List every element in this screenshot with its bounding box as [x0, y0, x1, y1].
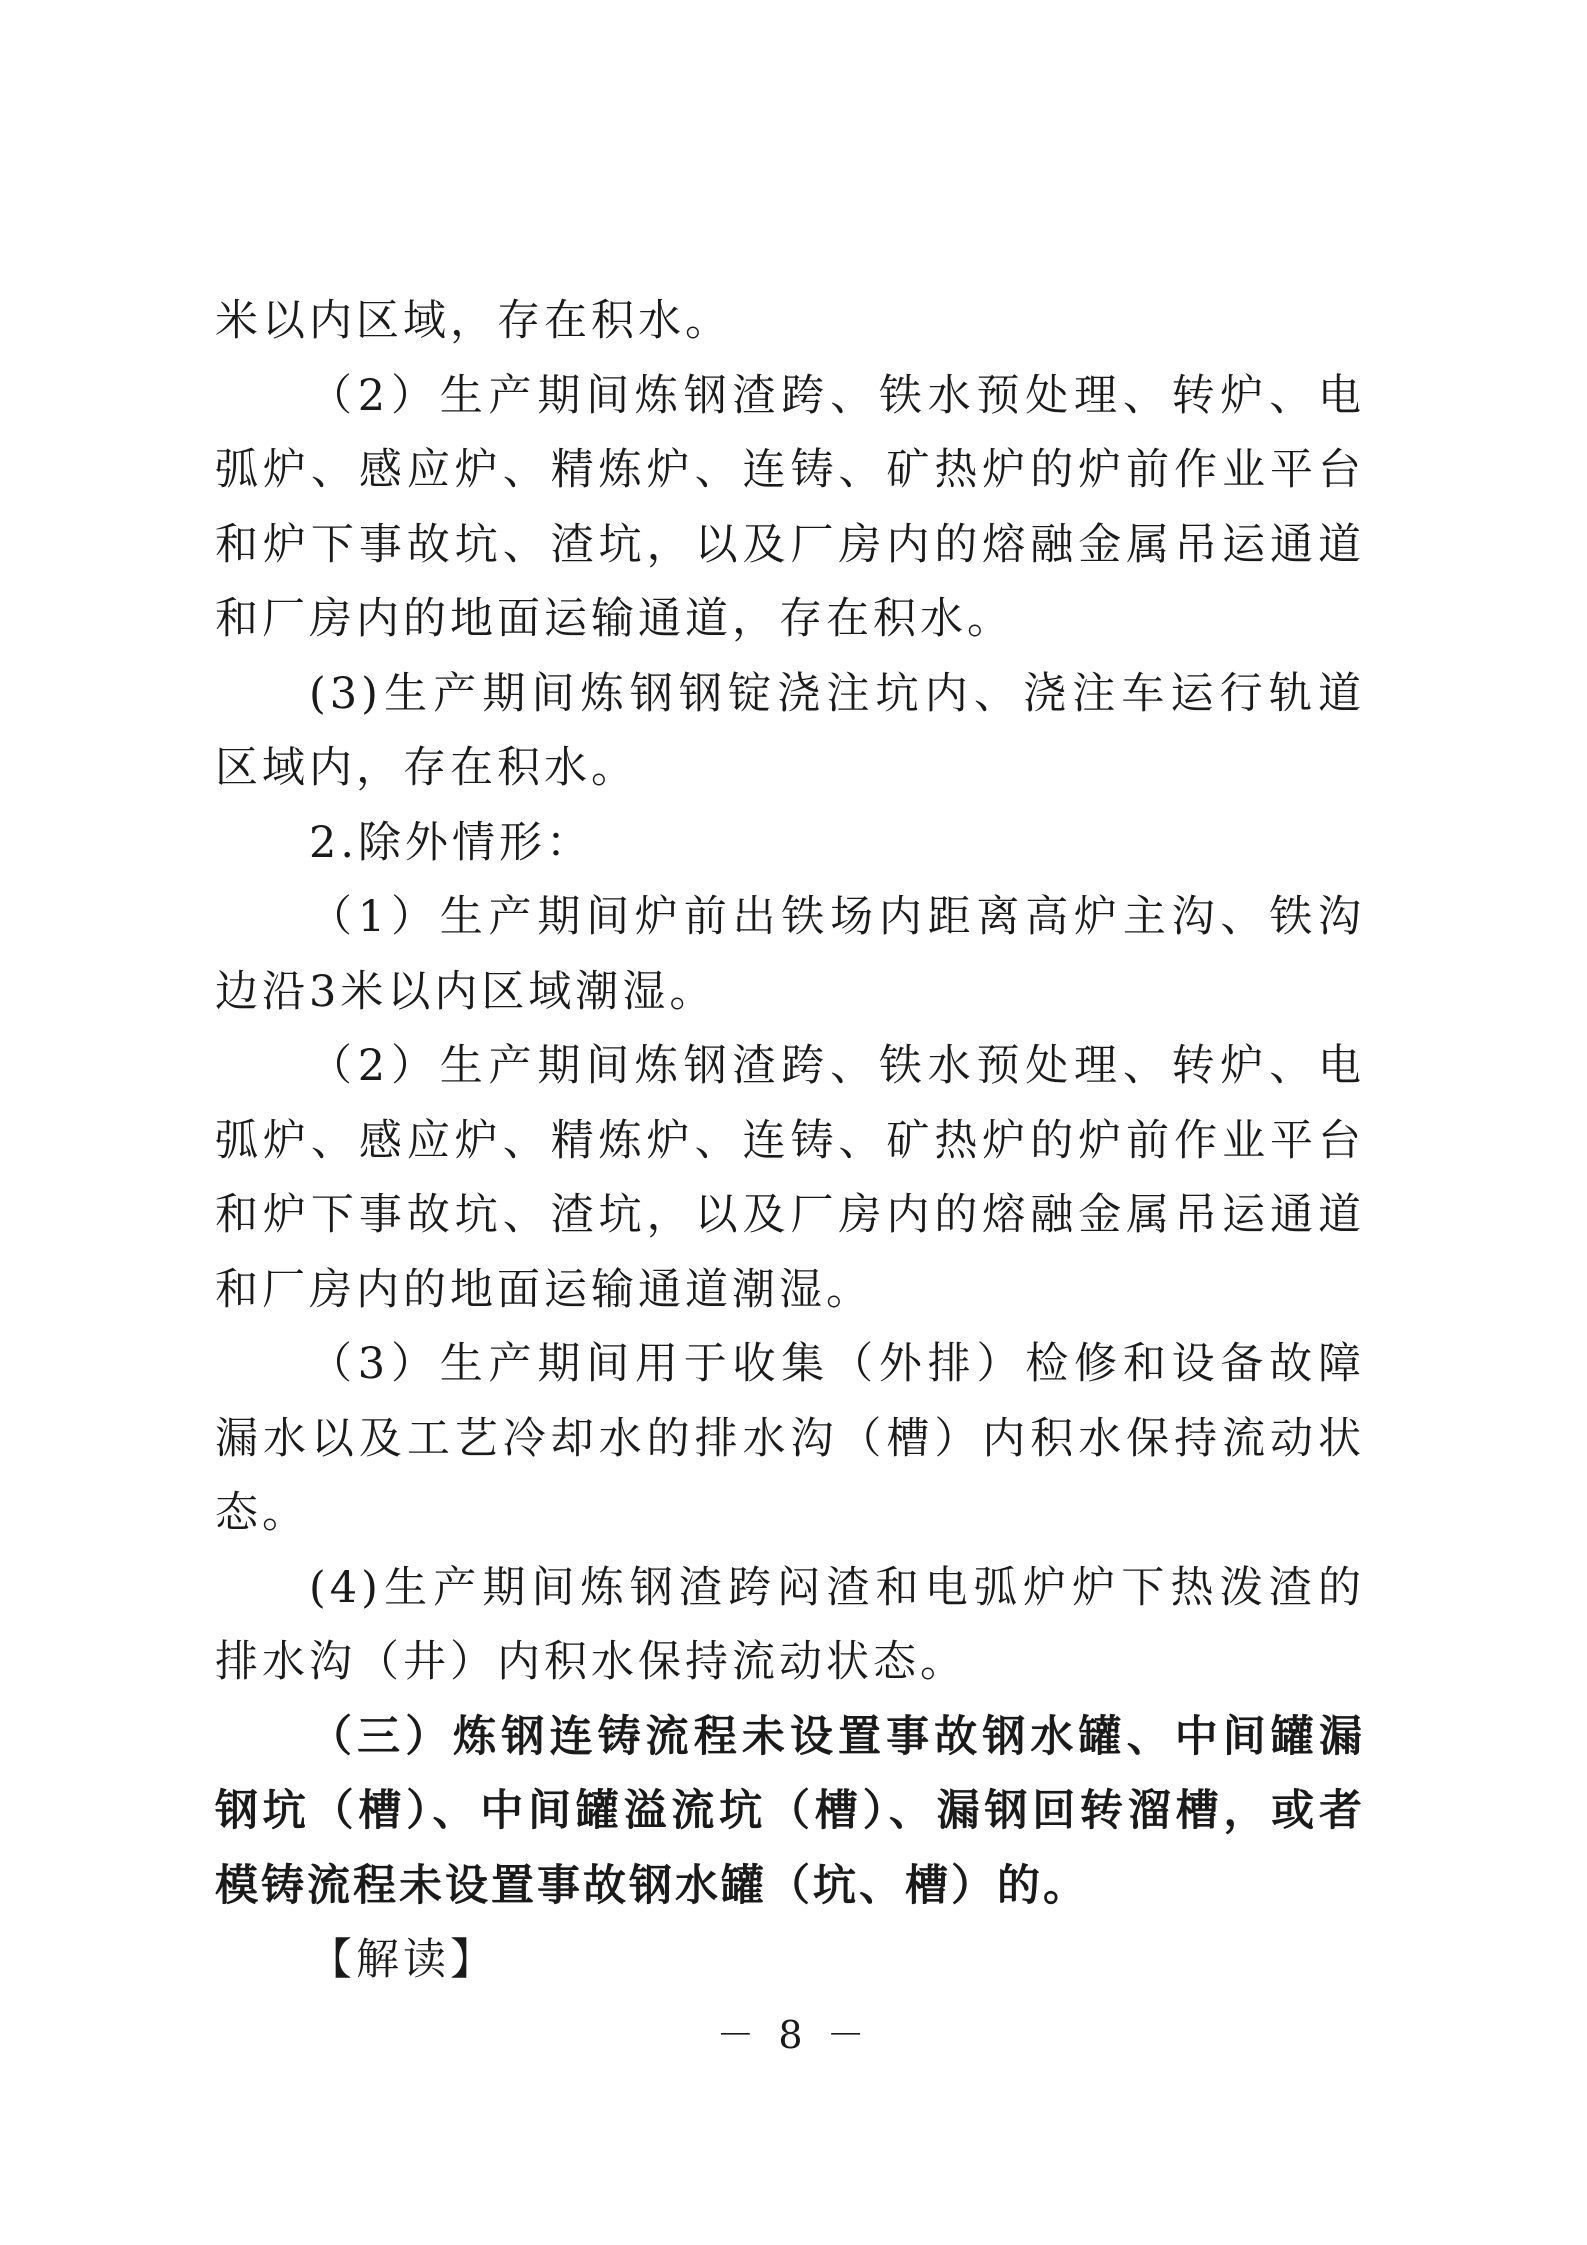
- interpretation-heading: 【解读】: [309, 1935, 497, 1985]
- document-body: [215, 284, 1365, 1998]
- paragraph-item-2: （2）生产期间炼钢渣跨、铁水预处理、转炉、电弧炉、感应炉、精炼炉、连铸、矿热炉的炉前作业平台和炉下事故坑、渣坑，以及厂房内的熔融金属吊运通道和厂房内的地面运输通道，存在积水。: [215, 370, 1365, 644]
- paragraph-exception-1: （1）生产期间炉前出铁场内距离高炉主沟、铁沟边沿3米以内区域潮湿。: [215, 892, 1365, 1017]
- paragraph-continuation: 米以内区域，存在积水。: [215, 296, 732, 346]
- paragraph-exception-4: (4)生产期间炼钢渣跨闷渣和电弧炉炉下热泼渣的排水沟（井）内积水保持流动状态。: [215, 1562, 1365, 1687]
- section-heading-exceptions: 2.除外情形：: [309, 817, 594, 868]
- paragraph-item-3: (3)生产期间炼钢钢锭浇注坑内、浇注车运行轨道区域内，存在积水。: [215, 668, 1365, 793]
- section-heading-three: （三）炼钢连铸流程未设置事故钢水罐、中间罐漏钢坑（槽）、中间罐溢流坑（槽）、漏钢回转溜槽，或者模铸流程未设置事故钢水罐（坑、槽）的。: [215, 1711, 1365, 1911]
- page-number: － 8 －: [716, 2013, 871, 2057]
- paragraph-exception-3: （3）生产期间用于收集（外排）检修和设备故障漏水以及工艺冷却水的排水沟（槽）内积水保持流动状态。: [215, 1339, 1365, 1538]
- paragraph-exception-2: （2）生产期间炼钢渣跨、铁水预处理、转炉、电弧炉、感应炉、精炼炉、连铸、矿热炉的炉前作业平台和炉下事故坑、渣坑，以及厂房内的熔融金属吊运通道和厂房内的地面运输通道潮湿。: [215, 1041, 1365, 1315]
